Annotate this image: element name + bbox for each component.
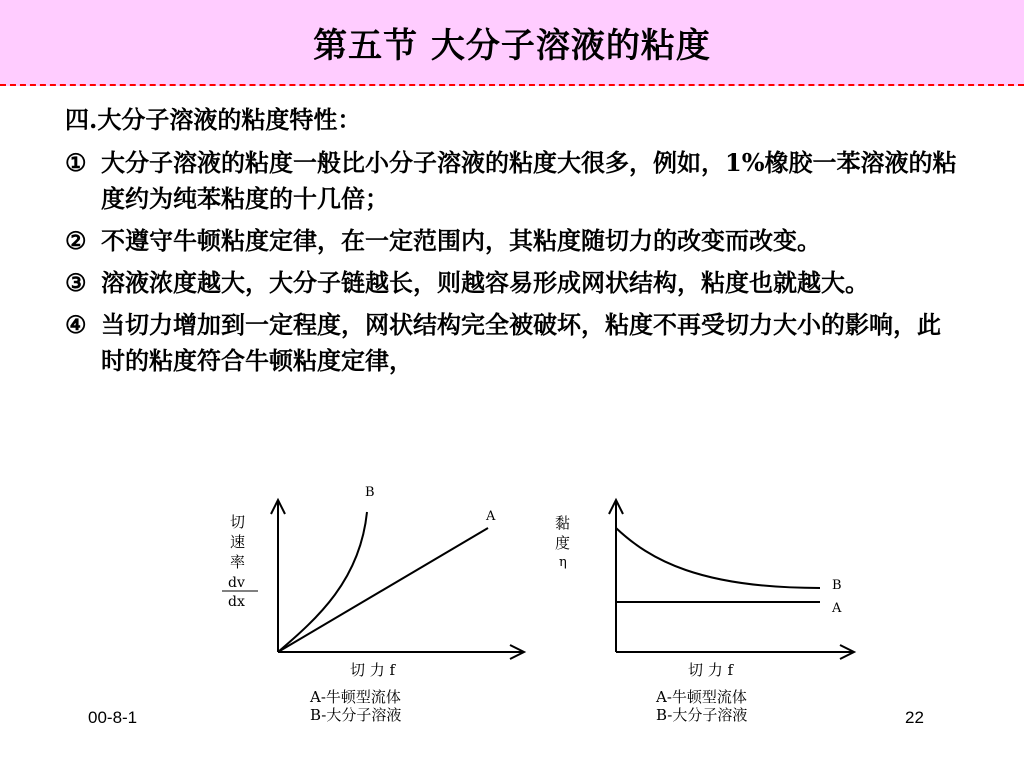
diagram-caption [656, 688, 747, 724]
x-axis-label: 切 力 f [350, 661, 396, 679]
caption-line-a: A-牛顿型流体 [656, 688, 747, 706]
section-subheading: 四.大分子溶液的粘度特性： [65, 105, 362, 134]
curve-b-label: B [365, 485, 375, 500]
item-marker: ① [65, 148, 87, 177]
y-label-char: 度 [555, 534, 571, 552]
item-marker: ③ [65, 268, 87, 297]
footer-date: 00-8-1 [88, 708, 138, 727]
y-label-char: η [559, 555, 567, 570]
item-text: 溶液浓度越大，大分子链越长，则越容易形成网状结构，粘度也就越大。 [101, 268, 869, 297]
item-marker: ④ [65, 310, 87, 339]
y-fraction-denominator: dx [228, 594, 245, 610]
slide-title: 第五节 大分子溶液的粘度 [313, 26, 711, 66]
caption-line-a: A-牛顿型流体 [310, 688, 401, 706]
macromolecule-curve-b [616, 528, 820, 588]
item-text: 不遵守牛顿粘度定律，在一定范围内，其粘度随切力的改变而改变。 [101, 226, 821, 255]
curve-b-label: B [832, 578, 842, 593]
line-a-label: A [832, 601, 842, 616]
item-text: 大分子溶液的粘度一般比小分子溶液的粘度大很多，例如，1%橡胶一苯溶液的粘度约为纯苯粘度的十几倍； [101, 148, 957, 213]
item-text: 当切力增加到一定程度，网状结构完全被破坏，粘度不再受切力大小的影响，此时的粘度符合牛顿粘度定律， [101, 310, 941, 375]
line-a-label: A [486, 509, 496, 524]
y-label-char: 切 [230, 513, 246, 531]
y-fraction-numerator: dv [228, 575, 245, 591]
page-number: 22 [905, 708, 924, 727]
y-label-char: 率 [230, 553, 246, 571]
item-marker: ② [65, 226, 87, 255]
y-label-char: 黏 [555, 514, 571, 532]
y-label-char: 速 [230, 533, 246, 551]
caption-line-b: B-大分子溶液 [310, 706, 402, 724]
caption-line-b: B-大分子溶液 [656, 706, 748, 724]
x-axis-label: 切 力 f [688, 661, 734, 679]
